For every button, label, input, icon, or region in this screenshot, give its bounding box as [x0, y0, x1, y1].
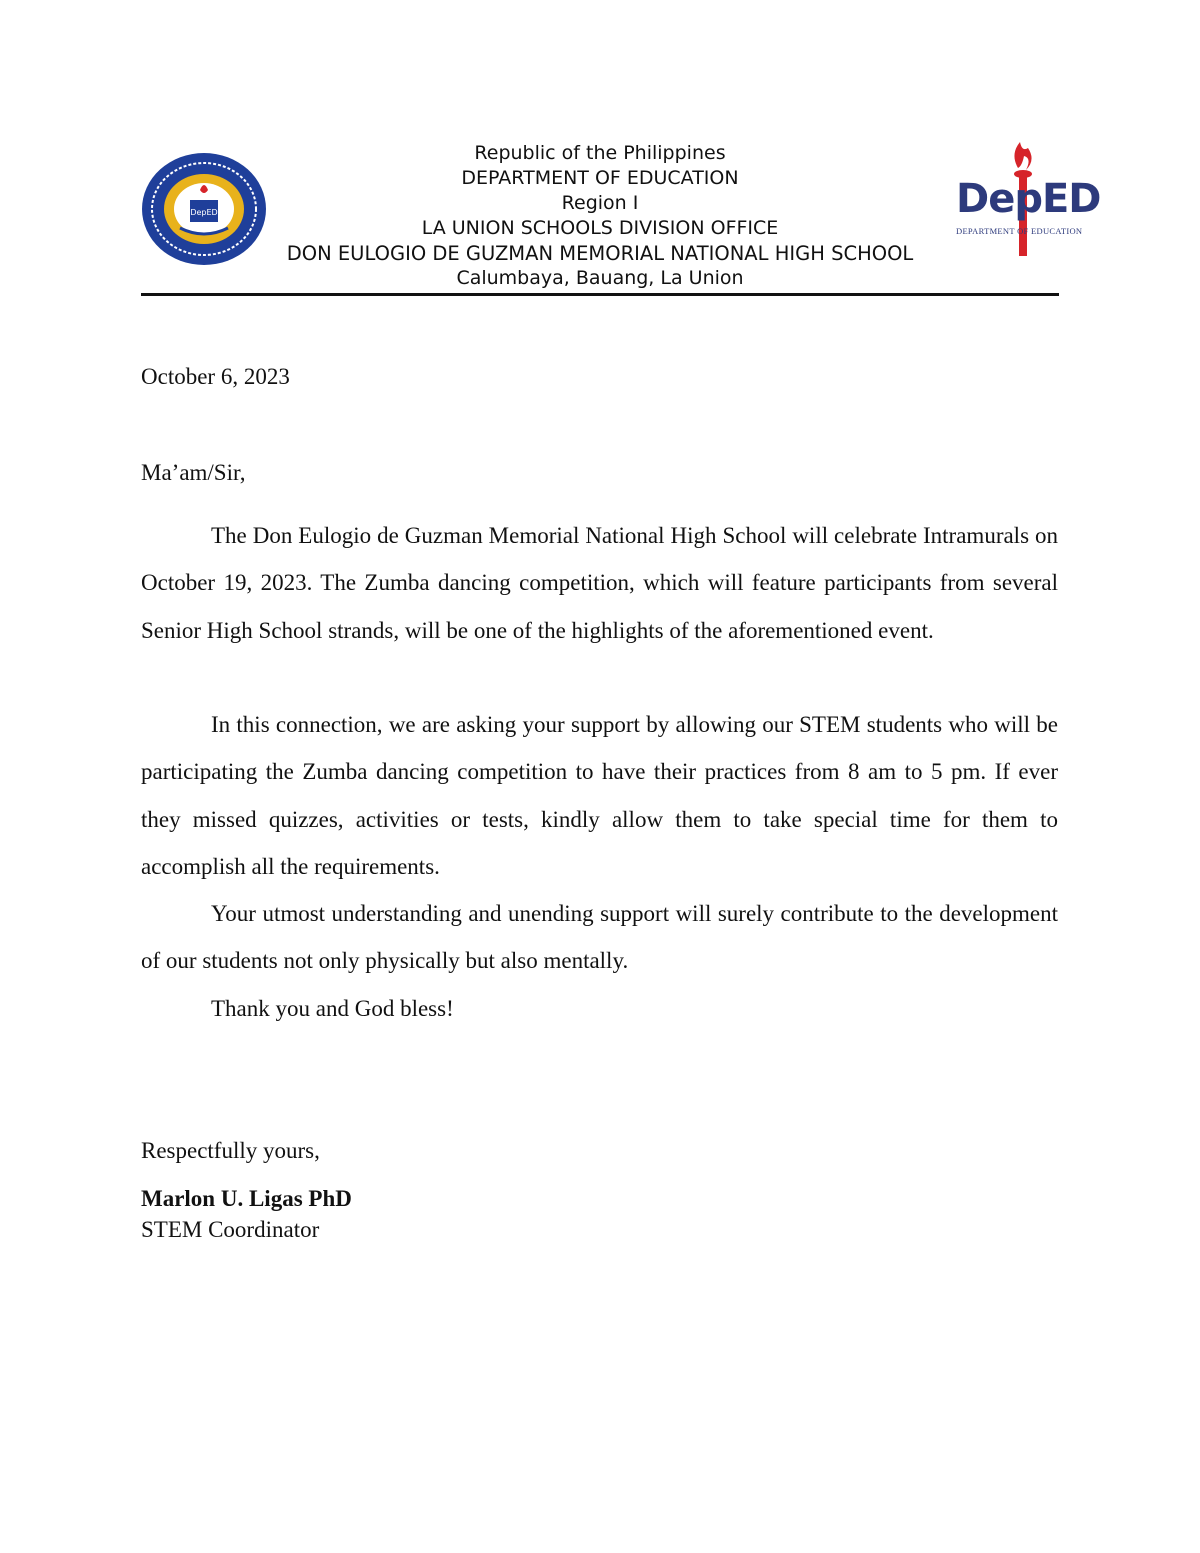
signer-title: STEM Coordinator [141, 1217, 320, 1242]
header-department: DEPARTMENT OF EDUCATION [461, 167, 739, 189]
body-paragraph-1: The Don Eulogio de Guzman Memorial National High School will celebrate Intramurals on October 19, 2023. The Zumba dancing competition, which will feature participants from several Senior High School strands, will be one of the highlights of the aforementioned event. [141, 523, 1058, 643]
header-address: Calumbaya, Bauang, La Union [456, 267, 744, 289]
seal-center-label: DepED [190, 208, 218, 217]
deped-logo-wordmark: DepED [956, 176, 1101, 222]
header-republic: Republic of the Philippines [474, 142, 726, 164]
signer-name: Marlon U. Ligas PhD [141, 1186, 352, 1211]
header-school-name: DON EULOGIO DE GUZMAN MEMORIAL NATIONAL HIGH SCHOOL [286, 242, 914, 265]
header-region: Region I [561, 192, 639, 214]
letter-salutation: Ma’am/Sir, [141, 460, 246, 485]
body-paragraph-3: Your utmost understanding and unending support will surely contribute to the development of our students not only physically but also mentally. [141, 901, 1058, 974]
deped-logo-caption: DEPARTMENT OF EDUCATION [956, 226, 1083, 236]
header-division-office: LA UNION SCHOOLS DIVISION OFFICE [421, 217, 779, 239]
body-paragraph-4: Thank you and God bless! [211, 996, 454, 1021]
letterhead [0, 0, 1200, 300]
letter-date: October 6, 2023 [141, 364, 290, 389]
letter-closing: Respectfully yours, [141, 1138, 320, 1163]
body-paragraph-2: In this connection, we are asking your support by allowing our STEM students who will be participating the Zumba dancing competition to have their practices from 8 am to 5 pm. If ever they missed quizzes, activities or tests, kindly allow them to take special time for them to accomplish all the requirements. [141, 712, 1058, 879]
header-divider [141, 293, 1059, 296]
